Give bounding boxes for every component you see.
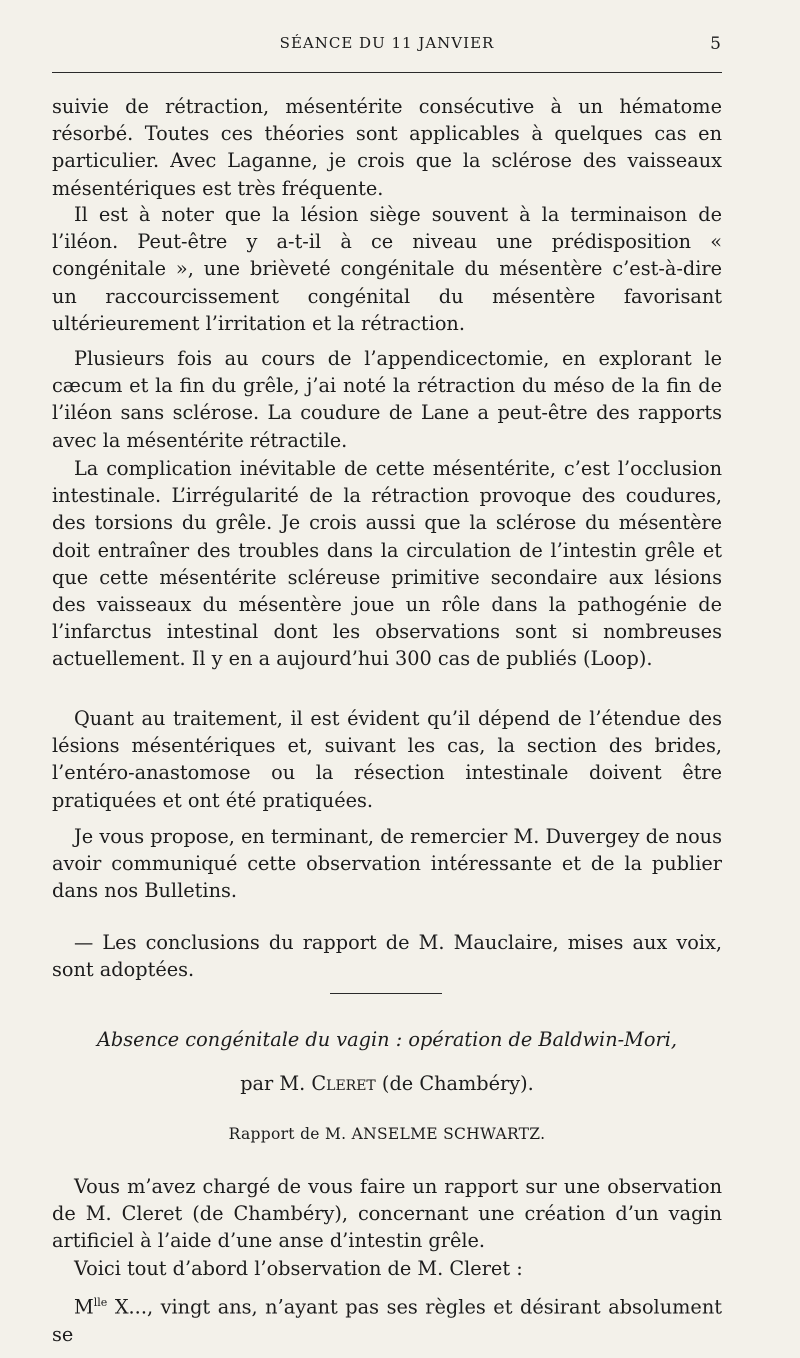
observation-text: X..., vingt ans, n’ayant pas ses règles et désirant absolument se: [52, 1295, 722, 1346]
article-paragraph: Voici tout d’abord l’observation de M. Cleret :: [74, 1257, 523, 1280]
running-head: [52, 34, 722, 60]
paragraph: Je vous propose, en terminant, de remercier M. Duvergey de nous avoir communiqué cette observation intéressante et de la publier dans nos Bulletins.: [52, 825, 722, 903]
paragraph: Il est à noter que la lésion siège souvent à la terminaison de l’iléon. Peut-être y a-t-il à ce niveau une prédisposition « congénitale », une brièveté congénitale du mésentère c’est-à-dire un raccourcissement congénital du mésentère favorisant ultérieurement l’irritation et la rétraction.: [52, 203, 722, 335]
author-prefix: par M.: [240, 1072, 306, 1095]
article-title: Absence congénitale du vagin : opération de Baldwin-Mori,: [96, 1028, 678, 1051]
paragraph-continued: suivie de rétraction, mésentérite consécutive à un hématome résorbé. Toutes ces théories sont applicables à quelques cas en particulier. Avec Laganne, je crois que la sclérose des vaisseaux mésentériques est très fréquente.: [52, 95, 722, 200]
running-title: SÉANCE DU 11 JANVIER: [279, 34, 495, 52]
mlle-prefix: M: [74, 1295, 94, 1319]
report-line: Rapport de M. ANSELME SCHWARTZ.: [228, 1125, 546, 1143]
article-author: [52, 1070, 722, 1098]
page-number: 5: [710, 34, 722, 54]
mlle-superscript: lle: [93, 1296, 108, 1309]
article-paragraph: Vous m’avez chargé de vous faire un rapport sur une observation de M. Cleret (de Chambéry), concernant une création d’un vagin artificiel à l’aide d’une anse d’intestin grêle.: [52, 1175, 722, 1253]
paragraph: La complication inévitable de cette mésentérite, c’est l’occlusion intestinale. L’irrégularité de la rétraction provoque des coudures, des torsions du grêle. Je crois aussi que la sclérose du mésentère doit entraîner des troubles dans la circulation de l’intestin grêle et que cette mésentérite scléreuse primitive secondaire aux lésions des vaisseaux du mésentère joue un rôle dans la pathogénie de l’infarctus intestinal dont les observations sont si nombreuses actuellement. Il y en a aujourd’hui 300 cas de publiés (Loop).: [52, 457, 722, 671]
paragraph: Plusieurs fois au cours de l’appendicectomie, en explorant le cæcum et la fin du grêle, j’ai noté la rétraction du méso de la fin de l’iléon sans sclérose. La coudure de Lane a peut-être des rapports avec la mésentérite rétractile.: [52, 347, 722, 452]
author-suffix: (de Chambéry).: [381, 1072, 534, 1095]
header-rule: [52, 72, 722, 73]
conclusion-paragraph: — Les conclusions du rapport de M. Mauclaire, mises aux voix, sont adoptées.: [52, 931, 722, 982]
author-name: Cleret: [311, 1072, 376, 1095]
section-divider: [330, 993, 442, 994]
paragraph: Quant au traitement, il est évident qu’il dépend de l’étendue des lésions mésentériques et, suivant les cas, la section des brides, l’entéro-anastomose ou la résection intestinale doivent être pratiquées et ont été pratiquées.: [52, 707, 722, 812]
observation-line: [52, 1289, 722, 1348]
